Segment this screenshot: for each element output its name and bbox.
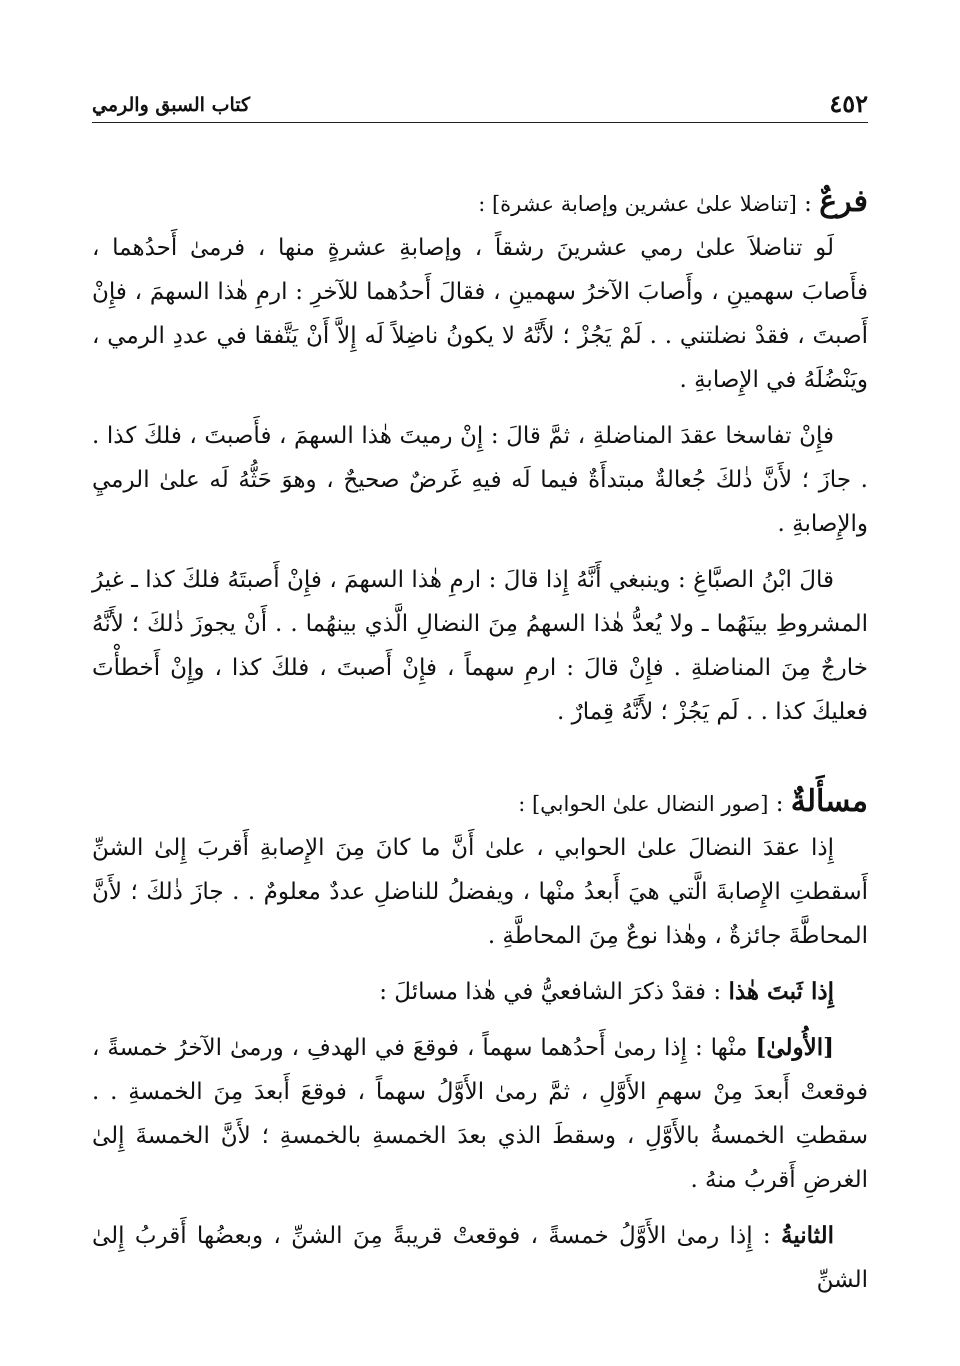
paragraph-far-3: قالَ ابْنُ الصبَّاغِ : وينبغي أَنَّهُ إِذا قالَ : ارمِ هٰذا السهمَ ، فإِنْ أَصبتَهُ فلكَ كذا ـ غيرُ المشروطِ بينَهُما ـ ولا يُعدُّ هٰذا السهمُ مِنَ النضالِ الَّذي بينهُما . . أَنْ يجوزَ ذٰلكَ ؛ لأَنَّهُ خارجٌ مِنَ المناضلةِ . فإِنْ قالَ : ارمِ سهماً ، فإِنْ أَصبتَ ، فلكَ كذا ، وإِنْ أَخطأْتَ فعليكَ كذا . . لَم يَجُزْ ؛ لأَنَّهُ قِمارٌ . [92,567,868,725]
masala-subtitle: [صور النضال علىٰ الحوابي] : [518,792,769,816]
far-subtitle: [تناضلا علىٰ عشرين وإصابة عشرة] : [478,192,797,216]
paragraph-masala-3 [92,1026,868,1202]
masala-4-lead: الثانيةُ [780,1222,835,1249]
section-heading-far [92,180,868,226]
book-title: كتاب السبق والرمي [92,94,251,116]
far-colon: : [796,191,820,217]
page-number: ٤٥٢ [829,89,868,118]
masala-2-text: : فقدْ ذكرَ الشافعيُّ في هٰذا مسائلَ : [379,979,729,1005]
masala-colon: : [768,791,791,817]
paragraph-masala-2 [92,970,868,1014]
section-heading-masala [92,780,868,826]
running-header [92,88,868,123]
masala-label: مسأَلةٌ [790,784,868,819]
paragraph-masala-4 [92,1214,868,1302]
paragraph-far-2: فإِنْ تفاسخا عقدَ المناضلةِ ، ثمَّ قالَ : إِنْ رميتَ هٰذا السهمَ ، فأَصبتَ ، فلكَ كذا . . جازَ ؛ لأَنَّ ذٰلكَ جُعالةٌ مبتدأَةٌ فيما لَه فيهِ غَرضٌ صحيحٌ ، وهوَ حَثُّهُ لَه علىٰ الرميِ والإِصابةِ . [92,423,868,537]
paragraph-far-1: لَو تناضلاَ علىٰ رمي عشرينَ رشقاً ، وإصابةِ عشرةٍ منها ، فرمىٰ أَحدُهما ، فأَصابَ سهمينِ ، وأَصابَ الآخرُ سهمينِ ، فقالَ أَحدُهما للآخرِ : ارمِ هٰذا السهمَ ، فإِنْ أَصبتَ ، فقدْ نضلتني . . لَمْ يَجُزْ ؛ لأَنَّهُ لا يكونُ ناضِلاً لَه إِلاَّ أَنْ يَتَّفقا في عددِ الرمي ، ويَنْضُلَهُ في الإِصابةِ . [92,235,868,393]
masala-2-lead: إِذا ثَبتَ هٰذا [728,978,834,1005]
page-body [92,180,868,1302]
far-label: فرعٌ [819,184,868,219]
masala-3-lead: [الأُولىٰ] [755,1034,834,1061]
masala-4-text: : إِذا رمىٰ الأَوَّلُ خمسةً ، فوقعتْ قريبةً مِنَ الشنِّ ، وبعضُها أَقربُ إِلىٰ الشنِّ [92,1223,868,1293]
masala-3-text: منْها : إِذا رمىٰ أَحدُهما سهماً ، فوقعَ في الهدفِ ، ورمىٰ الآخرُ خمسةً ، فوقعتْ أَبعدَ مِنْ سهمِ الأَوَّلِ ، ثمَّ رمىٰ الأَوَّلُ سهماً ، فوقعَ أَبعدَ مِنَ الخمسةِ . . سقطتِ الخمسةُ بالأَوَّلِ ، وسقطَ الذي بعدَ الخمسةِ بالخمسةِ ؛ لأَنَّ الخمسةَ إِلىٰ الغرضِ أَقربُ منهُ . [92,1035,868,1193]
paragraph-masala-1: إِذا عقدَ النضالَ علىٰ الحوابي ، علىٰ أَنَّ ما كانَ مِنَ الإِصابةِ أَقربَ إِلىٰ الشنِّ أَسقطتِ الإِصابةَ الَّتي هيَ أَبعدُ منْها ، ويفضلُ للناضلِ عددٌ معلومٌ . . جازَ ذٰلكَ ؛ لأَنَّ المحاطَّةَ جائزةٌ ، وهٰذا نوعٌ مِنَ المحاطَّةِ . [92,835,868,949]
